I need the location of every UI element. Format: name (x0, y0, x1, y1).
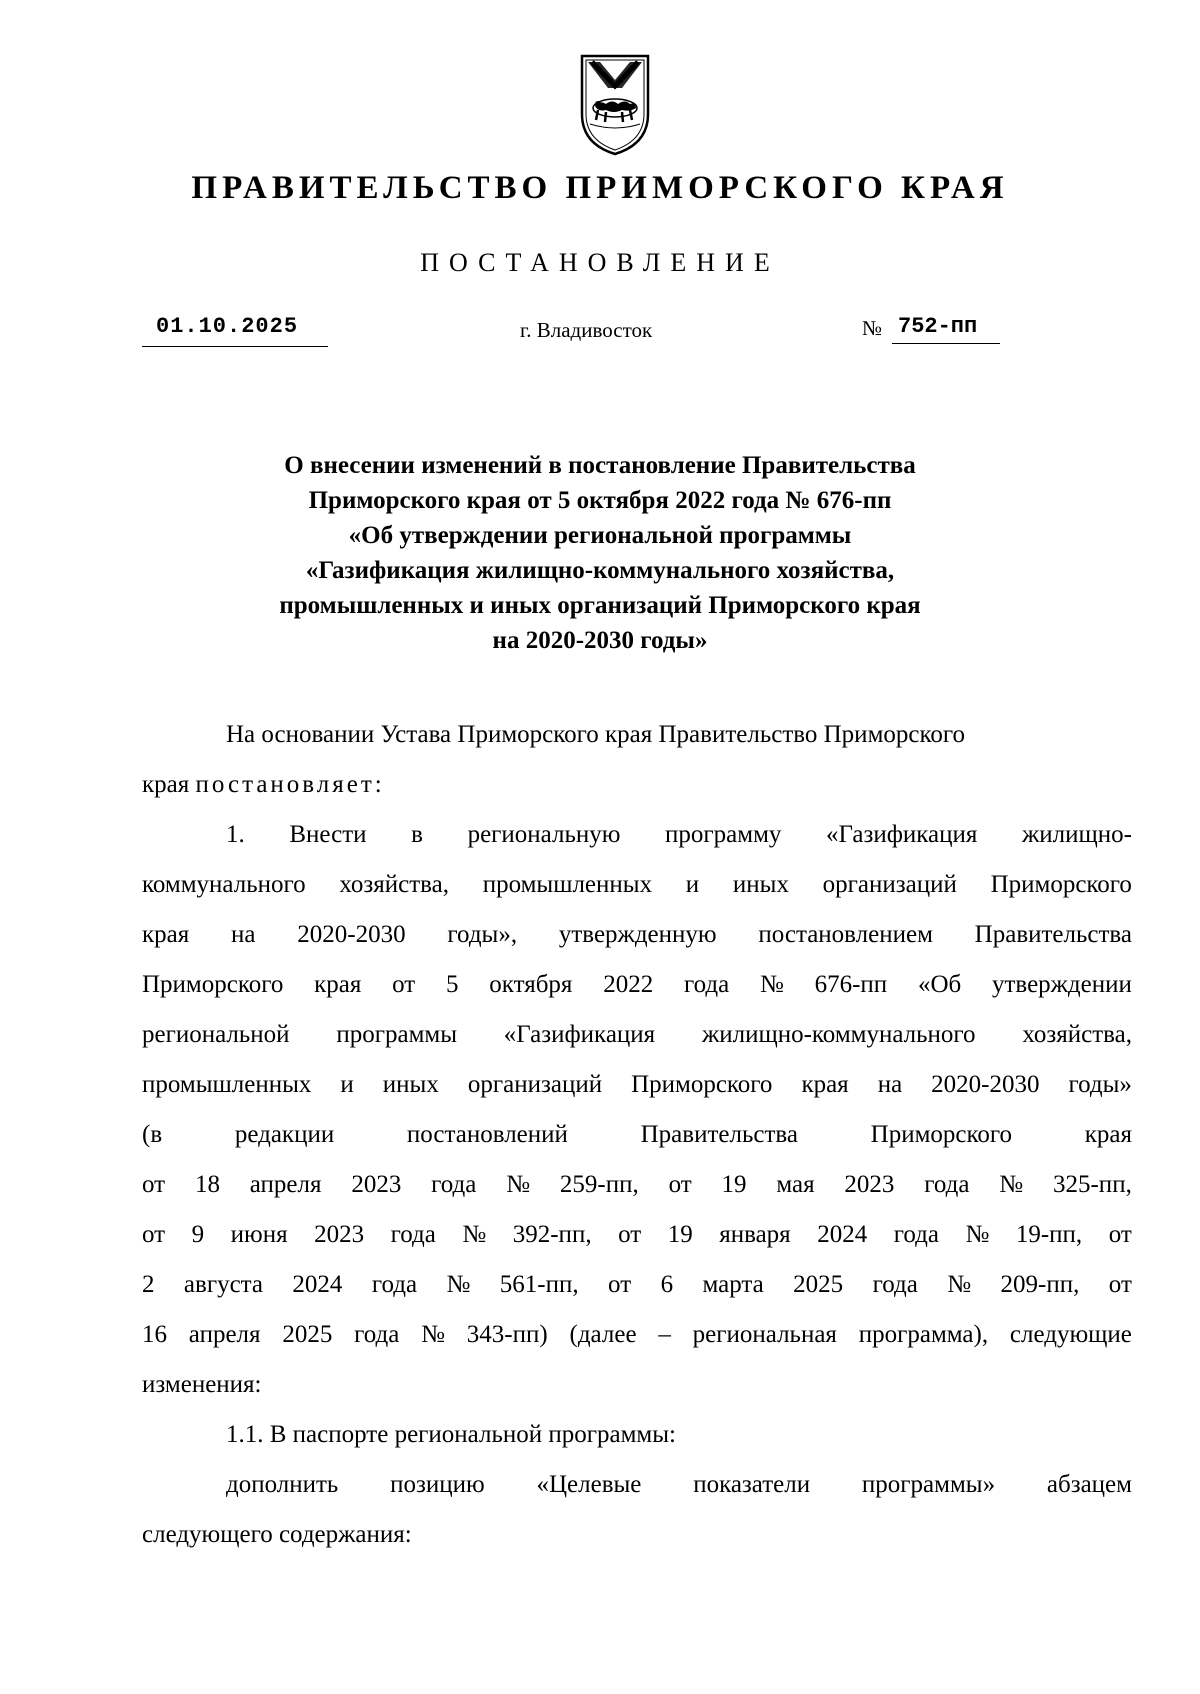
word: на (231, 921, 256, 948)
word: организаций (822, 871, 957, 898)
word: июня (230, 1221, 288, 1248)
document-body (142, 710, 1132, 1560)
word: позицию (390, 1471, 485, 1498)
word: дополнить (226, 1471, 339, 1498)
word: 19 (721, 1171, 747, 1198)
word: № (947, 1271, 972, 1298)
item1-line (142, 1060, 1132, 1110)
word: № (759, 971, 784, 998)
document-number: 752-пп (892, 312, 1000, 344)
number-field (862, 312, 1002, 346)
item1-line (142, 960, 1132, 1010)
word: утвержденную (558, 921, 717, 948)
word: января (719, 1221, 791, 1248)
item1-line (142, 860, 1132, 910)
item1-line: изменения: (142, 1371, 262, 1398)
word: 2023 (314, 1221, 365, 1248)
item1-line (142, 1260, 1132, 1310)
word: – (658, 1321, 671, 1348)
word: 2025 (282, 1321, 333, 1348)
item1-1-text (142, 1460, 1132, 1510)
subject-line: промышленных и иных организаций Приморского края (279, 592, 921, 619)
word: октября (489, 971, 573, 998)
word: края (801, 1071, 849, 1098)
word: «Газификация (503, 1021, 656, 1048)
word: года (390, 1221, 436, 1248)
item1-line (142, 1010, 1132, 1060)
city: г. Владивосток (520, 318, 653, 342)
word: № (999, 1171, 1024, 1198)
word: от (608, 1271, 632, 1298)
word: 2025 (793, 1271, 844, 1298)
date-field (142, 312, 328, 347)
word: апреля (188, 1321, 261, 1348)
word: мая (776, 1171, 815, 1198)
word: края (314, 971, 362, 998)
word: Приморского (631, 1071, 773, 1098)
subject-line: «Газификация жилищно-коммунального хозяйства, (305, 557, 895, 584)
word: 6 (660, 1271, 674, 1298)
word: и (340, 1071, 354, 1098)
subject-line: «Об утверждении региональной программы (348, 522, 852, 549)
word: 2024 (817, 1221, 868, 1248)
word: 676-пп (814, 971, 888, 998)
word: 2020-2030 (297, 921, 406, 948)
word: постановлений (406, 1121, 568, 1148)
word: Приморского (142, 971, 284, 998)
word: года (354, 1321, 400, 1348)
word: промышленных (482, 871, 653, 898)
word: годы», (447, 921, 518, 948)
word: «Целевые (536, 1471, 642, 1498)
word: (в (142, 1121, 163, 1148)
document-date: 01.10.2025 (156, 314, 299, 339)
word: организаций (467, 1071, 603, 1098)
word: (далее (569, 1321, 637, 1348)
word: региональная (692, 1321, 837, 1348)
word: программа), (858, 1321, 989, 1348)
word: 392-пп, (512, 1221, 592, 1248)
word: от (618, 1221, 642, 1248)
word: года (431, 1171, 477, 1198)
word: 19 (667, 1221, 693, 1248)
word: и (685, 871, 700, 898)
word: 2022 (603, 971, 654, 998)
word: марта (702, 1271, 764, 1298)
word: 9 (191, 1221, 205, 1248)
word: от (1108, 1271, 1132, 1298)
word: от (1108, 1221, 1132, 1248)
item1-line (142, 1210, 1132, 1260)
word: края (1084, 1121, 1132, 1148)
word: года (683, 971, 730, 998)
word: 18 (194, 1171, 220, 1198)
word: на (877, 1071, 903, 1098)
word: Приморского (990, 871, 1132, 898)
word: 2024 (292, 1271, 343, 1298)
word: 1. (226, 821, 245, 848)
word: № (462, 1221, 487, 1248)
word: от (668, 1171, 692, 1198)
word: региональную (467, 821, 621, 848)
word: иных (732, 871, 789, 898)
word: № (965, 1221, 990, 1248)
word: промышленных (142, 1071, 312, 1098)
word: 19-пп, (1015, 1221, 1083, 1248)
subject-line: на 2020-2030 годы» (492, 627, 708, 654)
word: следующие (1009, 1321, 1132, 1348)
word: жилищно- (1022, 821, 1132, 848)
word: года (924, 1171, 970, 1198)
word: края (142, 921, 190, 948)
word: Внести (289, 821, 367, 848)
word: 16 (142, 1321, 167, 1348)
word: августа (183, 1271, 263, 1298)
word: 2 (142, 1271, 155, 1298)
word: хозяйства, (339, 871, 449, 898)
word: показатели (693, 1471, 811, 1498)
item1-line (142, 1110, 1132, 1160)
word: 2020-2030 (931, 1071, 1040, 1098)
word: постановлением (758, 921, 933, 948)
item1-line (142, 1310, 1132, 1360)
word: № (506, 1171, 531, 1198)
word: 2023 (844, 1171, 895, 1198)
word: апреля (249, 1171, 322, 1198)
number-sign: № (862, 316, 883, 340)
government-title: ПРАВИТЕЛЬСТВО ПРИМОРСКОГО КРАЯ (191, 170, 1009, 206)
decree-word: постановляет: (195, 771, 385, 798)
subject-line: О внесении изменений в постановление Правительства (284, 452, 916, 479)
word: 259-пп, (559, 1171, 639, 1198)
word: утверждении (991, 971, 1132, 998)
item1-1-heading: 1.1. В паспорте региональной программы: (226, 1421, 676, 1448)
word: 5 (446, 971, 459, 998)
word: 325-пп, (1052, 1171, 1132, 1198)
word: жилищно-коммунального (701, 1021, 976, 1048)
word: года (893, 1221, 939, 1248)
word: Приморского (870, 1121, 1013, 1148)
word: абзацем (1046, 1471, 1132, 1498)
intro-line (142, 760, 1132, 810)
item1-line (142, 910, 1132, 960)
word: «Об (917, 971, 962, 998)
word: региональной (142, 1021, 290, 1048)
word: редакции (234, 1121, 335, 1148)
word: 343-пп) (466, 1321, 548, 1348)
word: Правительства (640, 1121, 798, 1148)
document-type: ПОСТАНОВЛЕНИЕ (420, 248, 780, 277)
word: годы» (1068, 1071, 1132, 1098)
subject-line: Приморского края от 5 октября 2022 года № 676-пп (308, 487, 892, 514)
word: программы (336, 1021, 458, 1048)
word: коммунального (142, 871, 306, 898)
word: № (446, 1271, 471, 1298)
item1-1-text: следующего содержания: (142, 1521, 412, 1548)
word: года (371, 1271, 418, 1298)
word: программу (665, 821, 782, 848)
word: года (872, 1271, 918, 1298)
word: иных (382, 1071, 439, 1098)
item1-line (142, 1160, 1132, 1210)
word: в (411, 821, 423, 848)
word: № (421, 1321, 445, 1348)
coat-of-arms-icon (578, 52, 652, 156)
word: Правительства (974, 921, 1132, 948)
word: от (142, 1221, 166, 1248)
intro-line: На основании Устава Приморского края Правительство Приморского (226, 721, 965, 748)
word: хозяйства, (1022, 1021, 1132, 1048)
word: 561-пп, (499, 1271, 579, 1298)
word: 2023 (351, 1171, 402, 1198)
intro-prefix: края (142, 771, 190, 798)
word: «Газификация (826, 821, 978, 848)
item1-line (142, 810, 1132, 860)
word: программы» (861, 1471, 996, 1498)
word: 209-пп, (1000, 1271, 1080, 1298)
word: от (142, 1171, 166, 1198)
word: от (392, 971, 416, 998)
document-subject (200, 448, 1000, 658)
